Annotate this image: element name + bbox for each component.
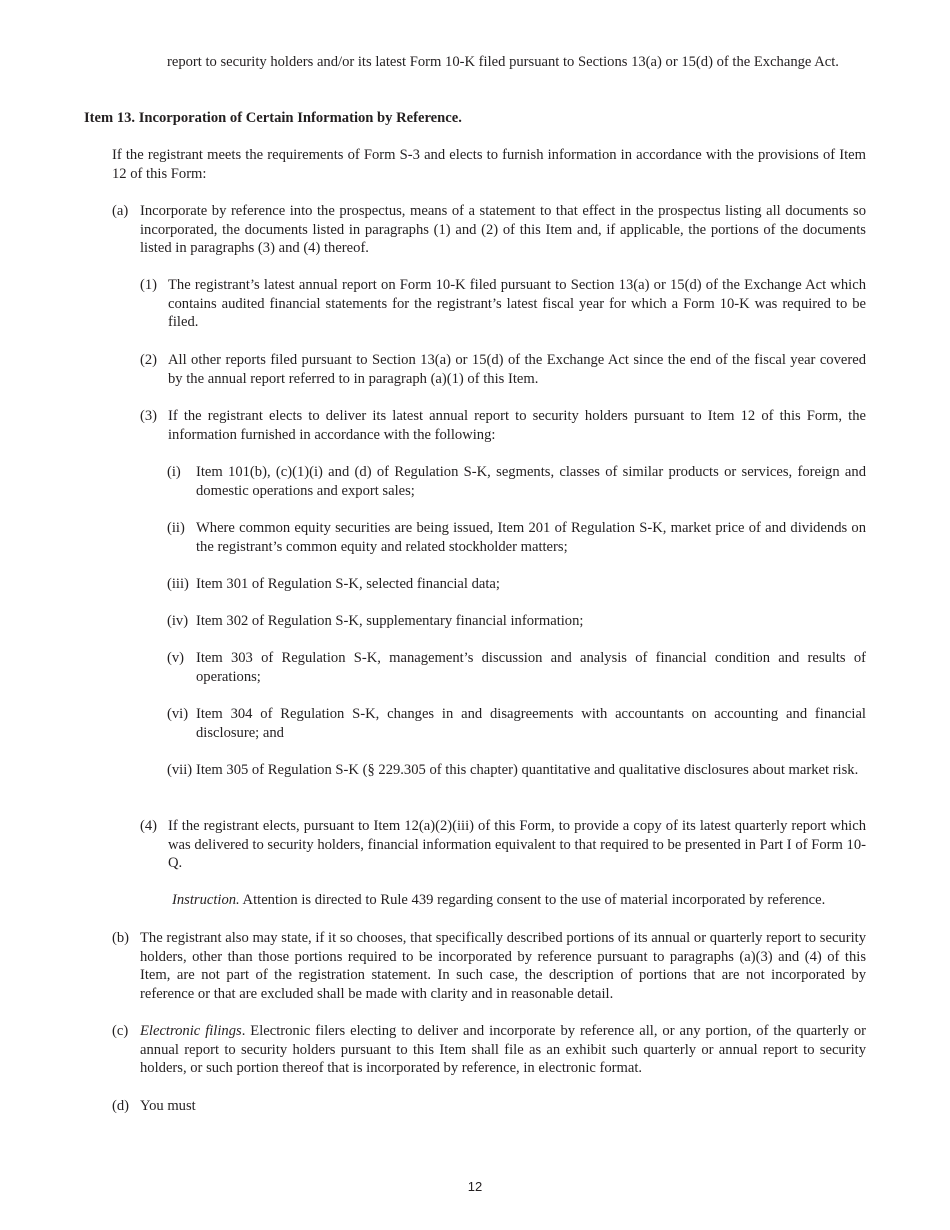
electronic-filings-body: . Electronic filers electing to deliver and incorporate by reference all, or any portion, of the quarterly or annual report to security holders pursuant to this Item shall file as an exhibit such quarterly or annual report to security holders, or such portion thereof that is incorporated by reference, in electronic format. [140,1023,866,1077]
paragraph-b-text: The registrant also may state, if it so chooses, that specifically described portions of its annual or quarterly report to security holders, other than those portions required to be incorporated by reference pursuant to paragraphs (a)(3) and (4) of this Item, are not part of the registration statement. In such case, the description of portions that are not incorporated by reference or that are excluded shall be made with clarity and in reasonable detail. [140,930,866,1002]
paragraph-a-label: (a) [112,203,129,219]
item-13-heading: Item 13. Incorporation of Certain Information by Reference. [84,110,462,126]
instruction-label: Instruction. [172,892,240,908]
subitem-v-label: (v) [167,650,185,666]
subitem-iv-label: (iv) [167,613,189,629]
subitem-iv-text: Item 302 of Regulation S-K, supplementary financial information; [196,613,584,629]
subitem-ii-text: Where common equity securities are being issued, Item 201 of Regulation S-K, market price of and dividends on the registrant’s common equity and related stockholder matters; [196,520,866,555]
paragraph-c-label: (c) [112,1023,129,1039]
electronic-filings-title: Electronic filings [140,1023,242,1039]
item-1-label: (1) [140,277,158,293]
paragraph-b-label: (b) [112,930,130,946]
item-2-text: All other reports filed pursuant to Section 13(a) or 15(d) of the Exchange Act since the end of the fiscal year covered by the annual report referred to in paragraph (a)(1) of this Item. [168,352,866,387]
intro-paragraph: If the registrant meets the requirements of Form S-3 and elects to furnish information in accordance with the provisions of Item 12 of this Form: [112,147,866,182]
subitem-v-text: Item 303 of Regulation S-K, management’s discussion and analysis of financial condition and results of operations; [196,650,866,685]
item-4-text: If the registrant elects, pursuant to Item 12(a)(2)(iii) of this Form, to provide a copy of its latest quarterly report which was delivered to security holders, financial information equivalent to that required to be presented in Part I of Form 10-Q. [168,818,866,872]
subitem-iii-text: Item 301 of Regulation S-K, selected financial data; [196,576,500,592]
continuation-paragraph: report to security holders and/or its latest Form 10-K filed pursuant to Sections 13(a) or 15(d) of the Exchange Act. [167,54,839,70]
subitem-vii-label: (vii) [167,762,193,778]
subitem-i-label: (i) [167,464,181,480]
paragraph-c-text [140,1022,866,1078]
subitem-ii-label: (ii) [167,520,185,536]
item-1-text: The registrant’s latest annual report on Form 10-K filed pursuant to Section 13(a) or 15(d) of the Exchange Act which contains audited financial statements for the registrant’s latest fiscal year for which a Form 10-K was required to be filed. [168,277,866,331]
paragraph-a-text: Incorporate by reference into the prospectus, means of a statement to that effect in the prospectus listing all documents so incorporated, the documents listed in paragraphs (1) and (2) of this Item and, if applicable, the portions of the documents listed in paragraphs (3) and (4) thereof. [140,203,866,257]
paragraph-d-label: (d) [112,1098,130,1114]
subitem-i-text: Item 101(b), (c)(1)(i) and (d) of Regulation S-K, segments, classes of similar products or services, foreign and domestic operations and export sales; [196,464,866,499]
instruction-note [172,891,866,910]
subitem-vi-label: (vi) [167,706,189,722]
item-3-label: (3) [140,408,158,424]
instruction-text: Attention is directed to Rule 439 regarding consent to the use of material incorporated by reference. [242,892,826,908]
paragraph-d-text: You must [140,1098,196,1114]
subitem-vi-text: Item 304 of Regulation S-K, changes in and disagreements with accountants on accounting and financial disclosure; and [196,706,866,741]
item-3-text: If the registrant elects to deliver its latest annual report to security holders pursuant to Item 12 of this Form, the information furnished in accordance with the following: [168,408,866,443]
subitem-iii-label: (iii) [167,576,189,592]
page-number: 12 [467,1179,483,1194]
item-2-label: (2) [140,352,158,368]
subitem-vii-text: Item 305 of Regulation S-K (§ 229.305 of this chapter) quantitative and qualitative disclosures about market risk. [196,762,859,778]
item-4-label: (4) [140,818,158,834]
